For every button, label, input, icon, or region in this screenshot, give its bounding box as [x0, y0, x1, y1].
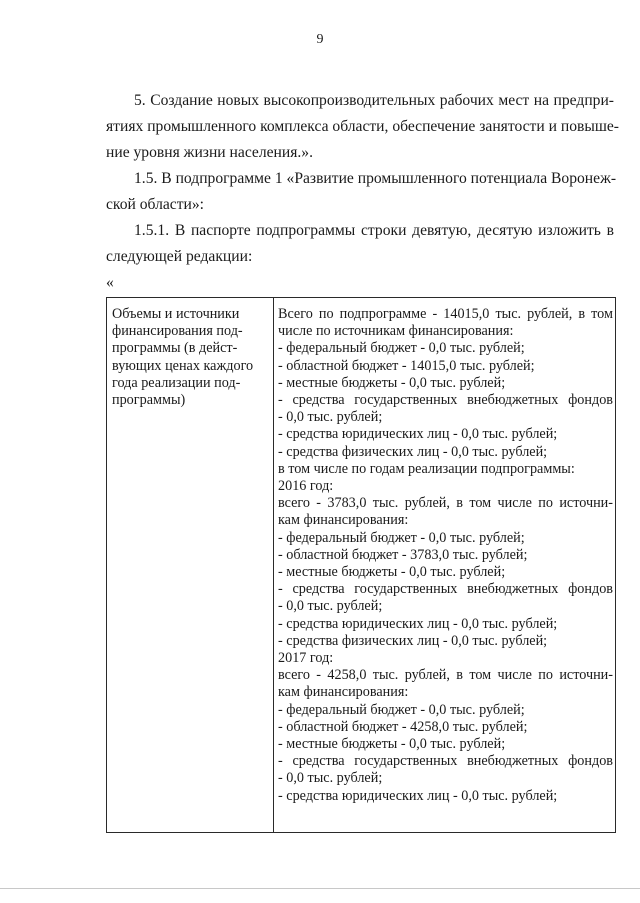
cell-text-line: программы (в дейст- [112, 340, 238, 357]
cell-text-line: - местные бюджеты - 0,0 тыс. рублей; [278, 564, 506, 581]
cell-text-line: - средства государственных внебюджетных фондов [278, 753, 613, 770]
cell-text-line: программы) [112, 392, 186, 409]
text-line: следующей редакции: [106, 248, 253, 265]
cell-text-line: финансирования под- [112, 323, 243, 340]
cell-text-line: числе по источникам финансирования: [278, 323, 514, 340]
cell-text-line: - местные бюджеты - 0,0 тыс. рублей; [278, 374, 506, 391]
cell-text-line: - федеральный бюджет - 0,0 тыс. рублей; [278, 529, 525, 546]
cell-text-line: вующих ценах каждого [112, 357, 254, 374]
opening-quote-mark: « [106, 274, 114, 291]
page-number: 9 [316, 32, 324, 47]
table-cell-label [107, 298, 274, 832]
page-bottom-divider [0, 888, 640, 889]
cell-text-line: - средства юридических лиц - 0,0 тыс. рублей; [278, 426, 558, 443]
cell-text-line: - средства физических лиц - 0,0 тыс. рублей; [278, 632, 548, 649]
text-line: 5. Создание новых высокопроизводительных рабочих мест на предпри- [134, 92, 614, 109]
text-line: ние уровня жизни населения.». [106, 144, 314, 161]
cell-text-line: Всего по подпрограмме - 14015,0 тыс. рублей, в том [278, 306, 613, 322]
cell-text-line: 2017 год: [278, 650, 334, 667]
cell-text-line: года реализации под- [112, 374, 241, 391]
cell-text-line: всего - 4258,0 тыс. рублей, в том числе по источни- [278, 667, 613, 684]
cell-text-line: - федеральный бюджет - 0,0 тыс. рублей; [278, 340, 525, 357]
cell-text-line: всего - 3783,0 тыс. рублей, в том числе по источни- [278, 495, 613, 512]
table-cell-financing [274, 298, 615, 832]
text-line: ятиях промышленного комплекса области, обеспечение занятости и повыше- [106, 118, 619, 135]
paragraph-new-jobs [106, 88, 619, 166]
cell-text-line: - областной бюджет - 14015,0 тыс. рублей; [278, 357, 535, 374]
cell-text-line: - 0,0 тыс. рублей; [278, 598, 383, 615]
cell-text-line: - областной бюджет - 4258,0 тыс. рублей; [278, 718, 528, 735]
text-line: 1.5. В подпрограмме 1 «Развитие промышленного потенциала Воронеж- [134, 170, 617, 187]
cell-text-line: - местные бюджеты - 0,0 тыс. рублей; [278, 736, 506, 753]
financing-table [106, 297, 616, 833]
cell-text-line: в том числе по годам реализации подпрограммы: [278, 460, 575, 477]
cell-text-line: кам финансирования: [278, 512, 409, 529]
cell-text-line: - федеральный бюджет - 0,0 тыс. рублей; [278, 701, 525, 718]
cell-text-line: - средства государственных внебюджетных фондов [278, 581, 613, 598]
cell-text-line: 2016 год: [278, 478, 334, 495]
cell-text-line: - 0,0 тыс. рублей; [278, 409, 383, 426]
paragraph-passport-rows [106, 218, 614, 270]
cell-text-line: Объемы и источники [112, 306, 240, 322]
paragraph-subprogram-1 [106, 166, 617, 218]
cell-text-line: - средства государственных внебюджетных фондов [278, 392, 613, 409]
cell-text-line: - средства юридических лиц - 0,0 тыс. рублей; [278, 615, 558, 632]
cell-text-line: кам финансирования: [278, 684, 409, 701]
text-line: 1.5.1. В паспорте подпрограммы строки девятую, десятую изложить в [134, 222, 614, 239]
cell-text-line: - областной бюджет - 3783,0 тыс. рублей; [278, 546, 528, 563]
cell-text-line: - средства физических лиц - 0,0 тыс. рублей; [278, 443, 548, 460]
text-line: ской области»: [106, 196, 205, 213]
cell-text-line: - 0,0 тыс. рублей; [278, 770, 383, 787]
cell-text-line: - средства юридических лиц - 0,0 тыс. рублей; [278, 787, 558, 804]
